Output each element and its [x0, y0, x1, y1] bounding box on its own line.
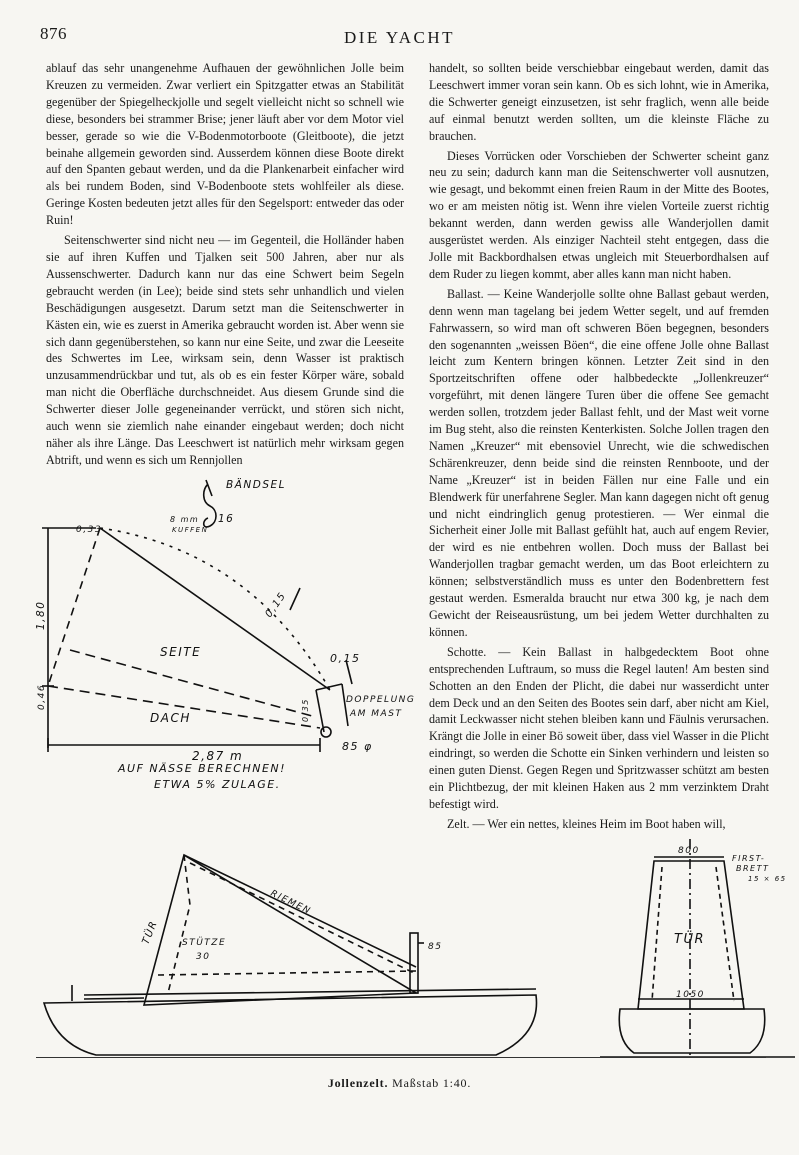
caption-scale: Maßstab 1:40.	[392, 1076, 472, 1090]
top-width-dim: 800	[678, 846, 700, 856]
baseline-rule	[36, 1057, 766, 1058]
hook-dim: 16	[218, 513, 235, 525]
note-line-1: AUF NÄSSE BERECHNEN!	[118, 762, 287, 775]
right-column	[429, 60, 769, 836]
tip-dim: 0,15	[330, 652, 361, 665]
first-brett-label-2: BRETT	[736, 864, 770, 873]
hook-label: KUFFEN	[172, 526, 209, 534]
caption-title: Jollenzelt.	[327, 1076, 389, 1090]
paragraph: Dieses Vorrücken oder Vorschieben der Schwerter scheint ganz neu zu sein; dadurch kann man die Seitenschwerter voll ausnutzen, wie gesagt, und bekommt einen freien Raum in der Mitte des Bootes, wo er am meisten nötig ist. Wenn ihre vielen Vorteile zuerst richtig bekannt werden, dann werden gewiss alle Wanderjollen damit ausgerüstet werden. Als einziger Nachteil steht entgegen, dass die Jolle mit Backbordhalsen etwas ungleich mit Steuerbordhalsen auf dem Ruder zu liegen kommt, aber alles kann man nicht haben.	[429, 148, 769, 281]
hook-size-label: 8 mm	[170, 515, 200, 524]
paragraph: ablauf das sehr unangenehme Aufhauen der gewöhnlichen Jolle beim Kreuzen zu vermeiden. Zwar verliert ein Spitzgatter etwas an Stabilität gegenüber der Spiegelheckjolle und segelt vielleicht nicht so schnell wie diese, besonders bei strammer Brise; jener läuft aber vor dem Motor viel besser, gerade so wie die V-Bodenmotorboote (Gleitboote), die jetzt beinahe allgemein geworden sind. Ausserdem können diese Boote direkt auf den Spanten gebaut werden, und da die Plankenarbeit einfacher wird als bei rundem Boden, sind V-Bodenboote stets wohlfeiler als diese. Geringe Kosten bedeuten jetzt alles für den Segelsport: entweder das oder Ruin!	[46, 61, 404, 228]
mast-diameter: 85 φ	[342, 740, 373, 753]
paragraph: Seitenschwerter sind nicht neu — im Gegenteil, die Holländer haben sie auf ihren Kuffen und Tjalken seit 500 Jahren, aber nur als Aussenschwerter. Dadurch kann nur das eine Schwert beim Segeln gebraucht werden (in Lee); beide sind stets sehr unhandlich und vielen Beschädigungen ausgesetzt. Darum setzt man die Seitenschwerter in Kästen ein, wie es zuerst in Amerika gebraucht worden ist. Aber wenn sie sich dann gegenüberstehen, so kann nur eine Seite, und zwar die Leeseite des Schwertes im Lee, wirksam sein, denn Wasser ist praktisch unzusammendrückbar und tut, als ob es ein fester Körper wäre, sobald man nicht die Oberfläche durchschneidet. Aus diesem Grunde sind die Schwerter dieser Jolle gegeneinander verrückt, und stören sich nicht, auch wenn sie ziemlich nahe einander eingebaut werden; doch nicht näher als ihre Länge. Das Leeschwert ist natürlich mehr wirksam gegen Abtrift, und wenn es sich um Rennjollen	[46, 233, 404, 467]
support-dim: 30	[196, 952, 211, 962]
tent-front-view	[600, 835, 799, 1060]
doppelung-label: DOPPELUNG	[346, 695, 416, 705]
dach-label: DACH	[150, 711, 191, 725]
support-label: STÜTZE	[182, 938, 227, 948]
door-label: TÜR	[140, 918, 161, 947]
note-line-2: ETWA 5% ZULAGE.	[154, 778, 281, 791]
edge-dim: 0,15	[263, 590, 289, 620]
hull-outline	[44, 995, 537, 1055]
height-dim: 1,80	[35, 600, 47, 630]
mast-dim: 0,35	[301, 698, 310, 722]
corner-top-dim: 0,33	[76, 525, 103, 535]
width-dim: 2,87 m	[192, 749, 244, 763]
figure-caption	[0, 1076, 799, 1091]
bandsel-label: BÄNDSEL	[226, 479, 286, 491]
paragraph: Schotte. — Kein Ballast in halbgedecktem Boot ohne entsprechenden Luftraum, so muss die Regel lauten! Am besten sind Schotten an den Enden der Plicht, die dabei nur wasserdicht unter dem Deck und an den Seiten des Bootes sein darf, aber nicht am Kiel, damit Leckwasser nicht stehen bleiben kann und Fäulnis verursachen. Krängt die Jolle in einer Bö soweit über, dass viel Wasser in die Plicht eindringt, so werden die Schotte ein Sinken verhindern und leisten so einen guten Dienst. Gegen Regen und Spritzwasser schützt am besten ein Plichtbezug, der mit kleinen Haken aus 2 mm verzinktem Draht befestigt wird.	[429, 644, 769, 811]
mast-height-dim: 85	[428, 942, 443, 952]
seite-label: SEITE	[160, 645, 202, 659]
am-mast-label: AM MAST	[350, 709, 403, 719]
paragraph: Ballast. — Keine Wanderjolle sollte ohne Ballast gebaut werden, denn wenn man tagelang bei jedem Wetter segelt, und auf fremden Fahrwassern, so wird man oft schweren Böen begegnen, besonders den sogenannten „weissen Böen“, die eine offene Jolle ohne Ballast leicht zum Kentern bringen können. Letzter Zeit sind in den Sportzeitschriften offene oder halbbedeckte „Jollenkreuzer“ vorgeführt, mit denen längere Turen über die offene See gemacht werden sollen, trotzdem jeder Ballast fehlt, und der Mast weit vorne im Bug steht, also die reinsten Kenterkisten. Solche Jollen tragen den Namen „Kreuzer“ mit ebensoviel Unrecht, wie die schwedischen Schärenkreuzer, denn beide sind die reinsten Rennboote, und der Name „Kreuzer“ ist in beiden Fällen nur eine Falle und ein Blendwerk für unerfahrene Segler. Man kann dagegen nicht oft genug und nicht eindringlich genug protestieren. — Wer einmal die Sicherheit einer Jolle mit Ballast gefühlt hat, auch auf engem Revier, der wird es nie entbehren wollen. Doch muss der Ballast bei Wanderjollen tragbar gemacht werden, um das Boot erleichtern zu können; selbstverständlich muss es unter den Bodenbrettern fest gestaut werden. Esmeralda braucht nur etwa 300 kg, je nach dem Gewicht der Reiseausrüstung, um bei jedem Wetter durchhalten zu können.	[429, 286, 769, 639]
first-brett-label: FIRST-	[732, 854, 766, 863]
paragraph: handelt, so sollten beide verschiebbar eingebaut werden, damit das Leeschwert immer voran sein kann. Ob es sich lohnt, wie in Amerika, die Schwerter geneigt einzusetzen, ist sehr fraglich, wenn alle beide auf einmal benutzt werden sollten, um die kleinste Fläche zu brauchen.	[429, 61, 769, 143]
door-label: TÜR	[674, 932, 705, 947]
running-head: DIE YACHT	[343, 28, 456, 47]
paragraph: Zelt. — Wer ein nettes, kleines Heim im Boot haben will,	[447, 816, 726, 831]
lower-height-dim: 0,46	[37, 683, 47, 710]
bottom-width-dim: 1050	[676, 990, 705, 1000]
hull-section	[619, 1009, 764, 1053]
first-brett-dim: 15 × 65	[748, 875, 787, 883]
left-column	[46, 60, 404, 472]
page-number: 876	[40, 24, 67, 43]
riemen-label: RIEMEN	[268, 888, 313, 917]
tent-pattern-figure	[30, 470, 430, 800]
boat-side-view	[36, 845, 556, 1060]
